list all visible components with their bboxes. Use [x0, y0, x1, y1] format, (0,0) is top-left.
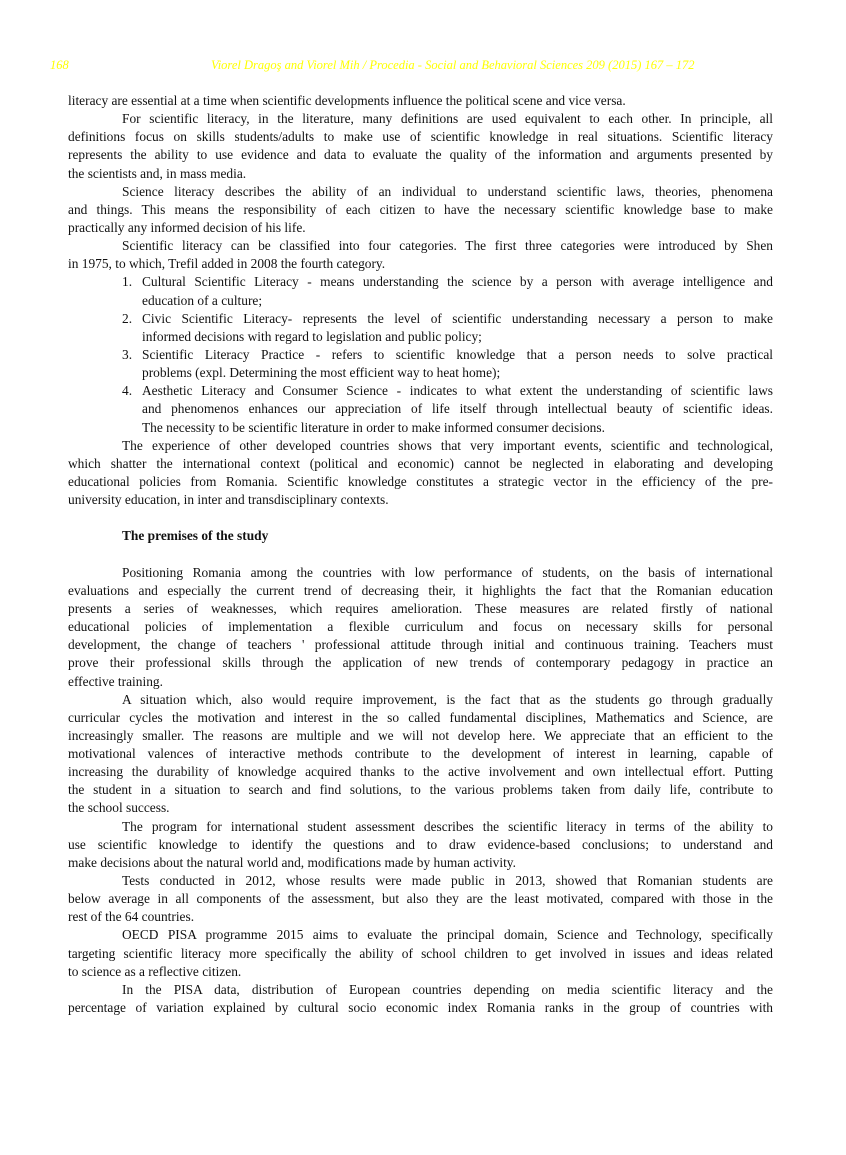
text-line: in 1975, to which, Trefil added in 2008 the fourth category.	[68, 256, 386, 272]
text-line: the scientists and, in mass media.	[68, 165, 247, 181]
paragraph	[68, 926, 773, 980]
page-number: 168	[50, 58, 69, 72]
list-item	[68, 346, 773, 382]
text-line: and phenomenos enhances our appreciation of life itself through intellectual beauty of scientific ideas.	[142, 401, 773, 417]
text-line: the school success.	[68, 800, 170, 816]
text-line: The premises of the study	[122, 528, 269, 544]
paragraph	[68, 564, 773, 691]
list-number: 4.	[122, 383, 133, 399]
paragraph	[68, 110, 773, 183]
text-line: represents the ability to use evidence and data to evaluate the quality of the information and arguments presented by	[68, 147, 773, 163]
text-line: Tests conducted in 2012, whose results were made public in 2013, showed that Romanian students are	[122, 873, 773, 889]
text-line: which shatter the international context (political and economic) cannot be neglected in elaborating and developing	[68, 455, 773, 471]
text-line: educational policies of implementation a flexible curriculum and focus on necessary skills for personal	[68, 619, 773, 635]
text-line: make decisions about the natural world and, modifications made by human activity.	[68, 854, 516, 870]
text-line: effective training.	[68, 673, 163, 689]
running-title: Viorel Dragoş and Viorel Mih / Procedia - Social and Behavioral Sciences 209 (2015) 167 – 172	[211, 58, 695, 72]
text-line: educational policies from Romania. Scientific knowledge constitutes a strategic vector in the efficiency of the pre-	[68, 473, 773, 489]
line-text: Cultural Scientific Literacy - means understanding the science by a person with average intelligence and	[142, 274, 773, 290]
line-text: Aesthetic Literacy and Consumer Science - indicates to what extent the understanding of scientific laws	[142, 383, 773, 399]
text-line: percentage of variation explained by cultural socio economic index Romania ranks in the group of countries with	[68, 1000, 773, 1016]
text-line	[68, 346, 773, 364]
line-text: Civic Scientific Literacy- represents the level of scientific understanding necessary a person to make	[142, 310, 773, 326]
paragraph	[68, 691, 773, 818]
text-line	[68, 310, 773, 328]
text-line: targeting scientific literacy more specifically the ability of school children to get involved in issues and ideas related	[68, 945, 773, 961]
text-line: the student in a situation to search and find solutions, to the various problems taken from daily life, contribute to	[68, 782, 773, 798]
text-line: prove their professional skills through the application of new trends of contemporary pedagogy in practice an	[68, 655, 773, 671]
text-line: university education, in inter and transdisciplinary contexts.	[68, 492, 389, 508]
paragraph	[68, 183, 773, 237]
text-line: development, the change of teachers ' professional attitude through initial and continuous training. Teachers must	[68, 637, 773, 653]
list-number: 3.	[122, 346, 133, 362]
text-line: increasing the durability of knowledge acquired thanks to the active involvement and own intellectual effort. Putting	[68, 764, 773, 780]
paragraph	[68, 237, 773, 273]
spacer	[68, 546, 773, 564]
text-line: to science as a reflective citizen.	[68, 963, 242, 979]
text-line: curricular cycles the motivation and interest in the so called fundamental disciplines, Mathematics and Science, are	[68, 709, 773, 725]
text-line: Science literacy describes the ability of an individual to understand scientific laws, theories, phenomena	[122, 183, 773, 199]
paragraph	[68, 872, 773, 926]
text-line: rest of the 64 countries.	[68, 909, 195, 925]
line-text: Scientific Literacy Practice - refers to scientific knowledge that a person needs to solve practical	[142, 346, 773, 362]
text-line	[68, 382, 773, 400]
text-line: Scientific literacy can be classified into four categories. The first three categories were introduced by Shen	[122, 238, 773, 254]
paragraph	[68, 981, 773, 1017]
paragraph	[68, 437, 773, 510]
text-line: and things. This means the responsibility of each citizen to have the necessary scientific knowledge base to make	[68, 201, 773, 217]
text-line: The experience of other developed countries shows that very important events, scientific and technological,	[122, 437, 773, 453]
text-line: evaluations and especially the current trend of decreasing their, it highlights the fact that the Romanian education	[68, 582, 773, 598]
list-number: 2.	[122, 310, 133, 326]
text-line: increasingly smaller. The reasons are multiple and we will not develop here. We appreciate that an efficient to the	[68, 727, 773, 743]
list-item	[68, 310, 773, 346]
text-line: In the PISA data, distribution of European countries depending on media scientific literacy and the	[122, 981, 773, 997]
text-line: The necessity to be scientific literature in order to make informed consumer decisions.	[142, 419, 605, 435]
paragraph	[68, 92, 773, 110]
text-line: literacy are essential at a time when scientific developments influence the political scene and vice versa.	[68, 93, 626, 108]
spacer	[68, 509, 773, 527]
body-text	[68, 92, 773, 1017]
paragraph	[68, 818, 773, 872]
text-line: informed decisions with regard to legislation and public policy;	[142, 328, 482, 344]
text-line: Positioning Romania among the countries with low performance of students, on the basis of international	[122, 564, 773, 580]
text-line: practically any informed decision of his life.	[68, 219, 306, 235]
text-line: definitions focus on skills students/adults to make use of scientific knowledge in real situations. Scientific literacy	[68, 129, 773, 145]
text-line: For scientific literacy, in the literature, many definitions are used equivalent to each other. In principle, all	[122, 111, 773, 127]
text-line	[68, 273, 773, 291]
text-line: OECD PISA programme 2015 aims to evaluate the principal domain, Science and Technology, specifically	[122, 927, 773, 943]
text-line: use scientific knowledge to identify the questions and to draw evidence-based conclusions; to understand and	[68, 836, 773, 852]
text-line: below average in all components of the assessment, but also they are the least motivated, compared with those in the	[68, 891, 773, 907]
text-line: A situation which, also would require improvement, is the fact that as the students go through gradually	[122, 691, 773, 707]
list-number: 1.	[122, 274, 133, 290]
text-line: motivational valences of interactive methods contribute to the development of interest in learning, capable of	[68, 746, 773, 762]
text-line: presents a series of weaknesses, which requires amelioration. These measures are related firstly of national	[68, 600, 773, 616]
list-item	[68, 382, 773, 436]
text-line: The program for international student assessment describes the scientific literacy in terms of the ability to	[122, 818, 773, 834]
section-heading	[68, 527, 773, 545]
text-line: problems (expl. Determining the most efficient way to heat home);	[142, 365, 501, 381]
list-item	[68, 273, 773, 309]
text-line: education of a culture;	[142, 292, 263, 308]
